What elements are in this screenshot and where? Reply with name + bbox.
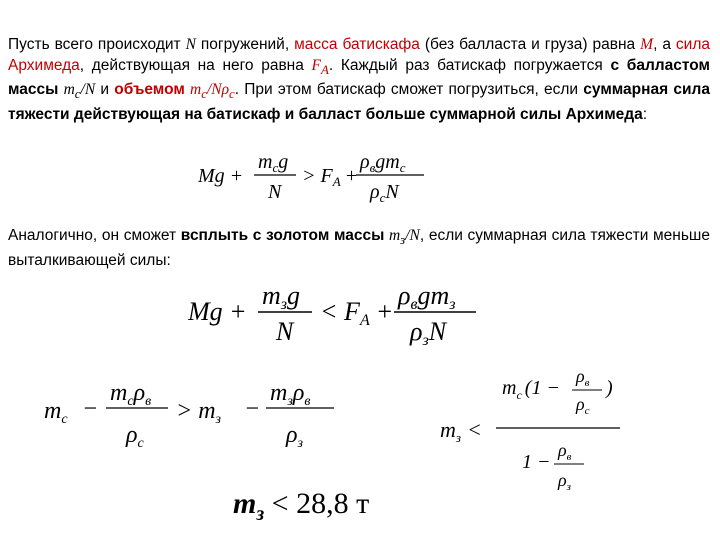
svg-text:−: − (82, 396, 99, 422)
svg-text:N: N (268, 181, 282, 203)
svg-text:> mз: > $m_з$ (176, 398, 221, 427)
svg-text:ρз: $\rho_з$ (558, 470, 571, 493)
formula-immersion-inequality (198, 146, 428, 208)
svg-text:1 −: 1 − (522, 451, 551, 473)
final-result: $m_з < 28,8$ т (233, 487, 370, 525)
svg-text:mзρв: $m_з\rho_в$ (270, 380, 311, 409)
svg-text:ρвgmз: ρвgmз (398, 281, 456, 313)
svg-text:ρз: $\rho_з$ (286, 422, 303, 451)
svg-text:ρс: $\rho_с$ (126, 422, 144, 451)
highlight-ballast-mass: с балластом массы (8, 56, 710, 99)
svg-text:> FA+: > $F_A$ + (302, 165, 359, 189)
paragraph-immersion-condition: Пусть всего происходит N погружений, масса батискафа (без балласта и груза) равна M, а сила Архимеда, действующая на него равна $F_A$. Каждый раз батискаф погружается с балластом массы $m_с/N$ и объемом $m_с/N\rho_с$. При этом батискаф сможет погрузиться, если суммарная сила тяжести действующая на батискаф и балласт больше суммарной силы Архимеда: (8, 36, 710, 123)
formula-mass-comparison (44, 378, 344, 458)
svg-text:ρcN: $\rho_cN$ (370, 181, 399, 205)
svg-text:N: N (276, 317, 294, 346)
svg-text:< FA+: < FA + (320, 297, 394, 329)
svg-text:mз<: $m_з$ < (440, 417, 482, 445)
svg-text:ρв: $\rho_в$ (558, 440, 572, 463)
svg-text:ρзN: ρзN (410, 317, 447, 349)
svg-text:mcg: $m_cg$ (258, 151, 289, 175)
svg-text:mc: $m_c$ (44, 398, 68, 427)
svg-text:mc(1 −: $m_c$ (1 − (502, 377, 560, 402)
highlight-archimedes-force: сила Архимеда (8, 36, 710, 74)
svg-text:Mg +: Mg + (198, 165, 244, 187)
formula-ascent-inequality (188, 280, 478, 354)
highlight-ballast-volume: объемом (114, 81, 191, 99)
highlight-bathyscaphe-mass: масса батискафа (294, 36, 420, 53)
highlight-gold-mass: всплыть с золотом массы (180, 227, 389, 244)
svg-text:−: − (244, 396, 261, 422)
svg-text:ρв: $\rho_в$ (576, 366, 590, 389)
svg-text:mcρв: $m_c\rho_в$ (110, 380, 152, 409)
svg-text:ρc: $\rho_c$ (576, 394, 590, 417)
paragraph-ascent-condition: Аналогично, он сможет всплыть с золотом массы $m_з/N$, если суммарная сила тяжести меньше выталкивающей силы: (8, 227, 710, 269)
svg-text:mзg: mзg (262, 281, 301, 313)
svg-text:): ) (606, 377, 613, 399)
svg-text:ρвgmc: $\rho_вgm_c$ (360, 151, 406, 175)
formula-gold-mass-bound (440, 362, 640, 502)
highlight-total-gravity: суммарная сила тяжести действующая на батискаф и балласт больше суммарной силы Архимеда (8, 81, 710, 123)
svg-text:Mg +: Mg + (188, 297, 247, 326)
